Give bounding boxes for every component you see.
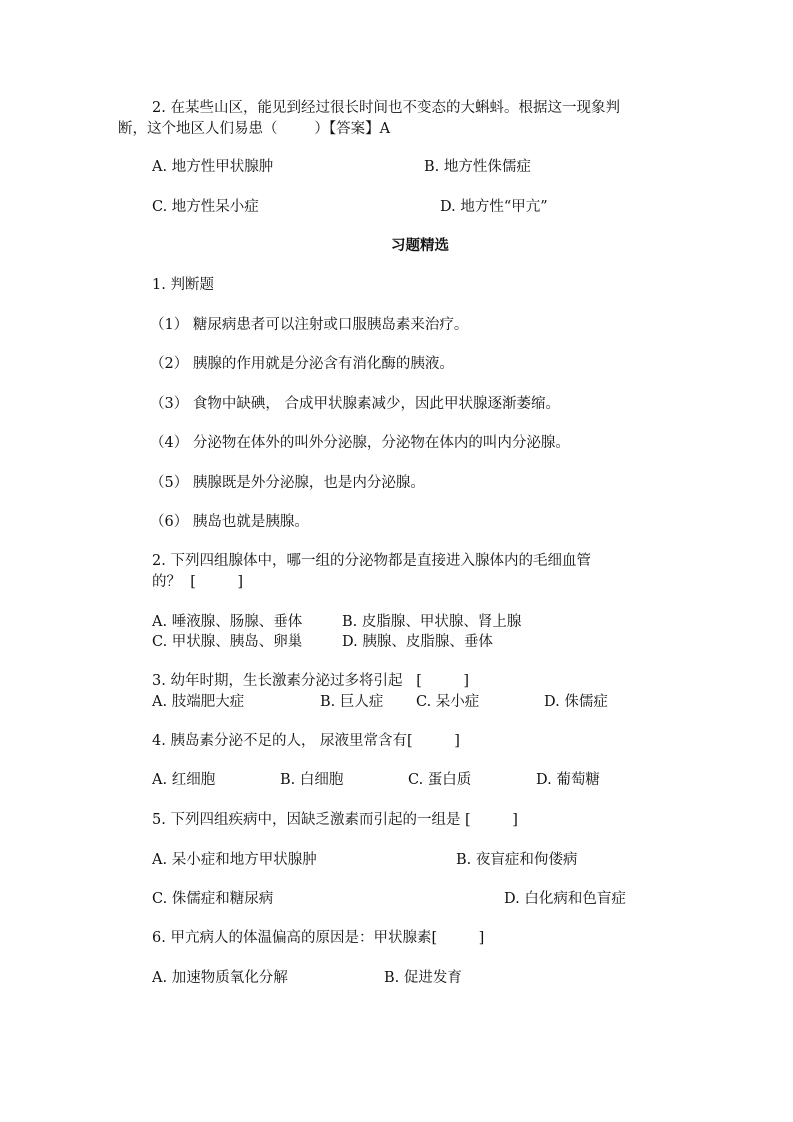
q5-stem: 5. 下列四组疾病中，因缺乏激素而引起的一组是 [ ] <box>152 812 518 828</box>
q3-option-d: D. 侏儒症 <box>544 694 608 710</box>
q2-line-1: 2. 下列四组腺体中，哪一组的分泌物都是直接进入腺体内的毛细血管 <box>152 553 591 569</box>
prev-option-c: C. 地方性呆小症 <box>152 199 259 215</box>
q4-option-a: A. 红细胞 <box>152 772 216 788</box>
q3-stem: 3. 幼年时期，生长激素分泌过多将引起 [ ] <box>152 673 470 689</box>
q5-option-c: C. 侏儒症和糖尿病 <box>152 891 274 907</box>
q4-option-c: C. 蛋白质 <box>408 772 472 788</box>
q2-option-c: C. 甲状腺、胰岛、卵巢 <box>152 634 303 650</box>
q4-option-d: D. 葡萄糖 <box>536 772 600 788</box>
q4-option-b: B. 白细胞 <box>280 772 344 788</box>
prev-option-d: D. 地方性“甲亢” <box>440 199 548 215</box>
q3-option-b: B. 巨人症 <box>320 694 384 710</box>
q5-option-d: D. 白化病和色盲症 <box>504 891 626 907</box>
q1-item-2: （2） 胰腺的作用就是分泌含有消化酶的胰液。 <box>150 356 454 372</box>
section-title: 习题精选 <box>391 238 449 254</box>
q6-stem: 6. 甲亢病人的体温偏高的原因是：甲状腺素[ ] <box>152 930 485 946</box>
q1-item-4: （4） 分泌物在体外的叫外分泌腺，分泌物在体内的叫内分泌腺。 <box>150 435 570 451</box>
q6-option-a: A. 加速物质氧化分解 <box>152 970 288 986</box>
prev-question-line-2: 断，这个地区人们易患（ ）【答案】A <box>118 121 391 137</box>
q6-option-b: B. 促进发育 <box>384 970 462 986</box>
q1-item-5: （5） 胰腺既是外分泌腺，也是内分泌腺。 <box>150 475 425 491</box>
q1-item-6: （6） 胰岛也就是胰腺。 <box>150 514 309 530</box>
prev-option-a: A. 地方性甲状腺肿 <box>152 159 274 175</box>
q1-label: 1. 判断题 <box>152 277 214 293</box>
q5-option-b: B. 夜盲症和佝偻病 <box>456 852 578 868</box>
q2-option-b: B. 皮脂腺、甲状腺、肾上腺 <box>342 614 522 630</box>
q1-item-3: （3） 食物中缺碘， 合成甲状腺素减少，因此甲状腺逐渐萎缩。 <box>150 396 560 412</box>
q5-option-a: A. 呆小症和地方甲状腺肿 <box>152 852 317 868</box>
q3-option-a: A. 肢端肥大症 <box>152 694 245 710</box>
prev-question-line-1: 2. 在某些山区，能见到经过很长时间也不变态的大蝌蚪。根据这一现象判 <box>152 100 620 116</box>
q2-option-d: D. 胰腺、皮脂腺、垂体 <box>342 634 493 650</box>
q3-option-c: C. 呆小症 <box>416 694 480 710</box>
q1-item-1: （1） 糖尿病患者可以注射或口服胰岛素来治疗。 <box>150 317 469 333</box>
q2-line-2: 的？ [ ] <box>152 574 244 590</box>
q4-stem: 4. 胰岛素分泌不足的人， 尿液里常含有[ ] <box>152 733 460 749</box>
prev-option-b: B. 地方性侏儒症 <box>424 159 531 175</box>
q2-option-a: A. 唾液腺、肠腺、垂体 <box>152 614 303 630</box>
